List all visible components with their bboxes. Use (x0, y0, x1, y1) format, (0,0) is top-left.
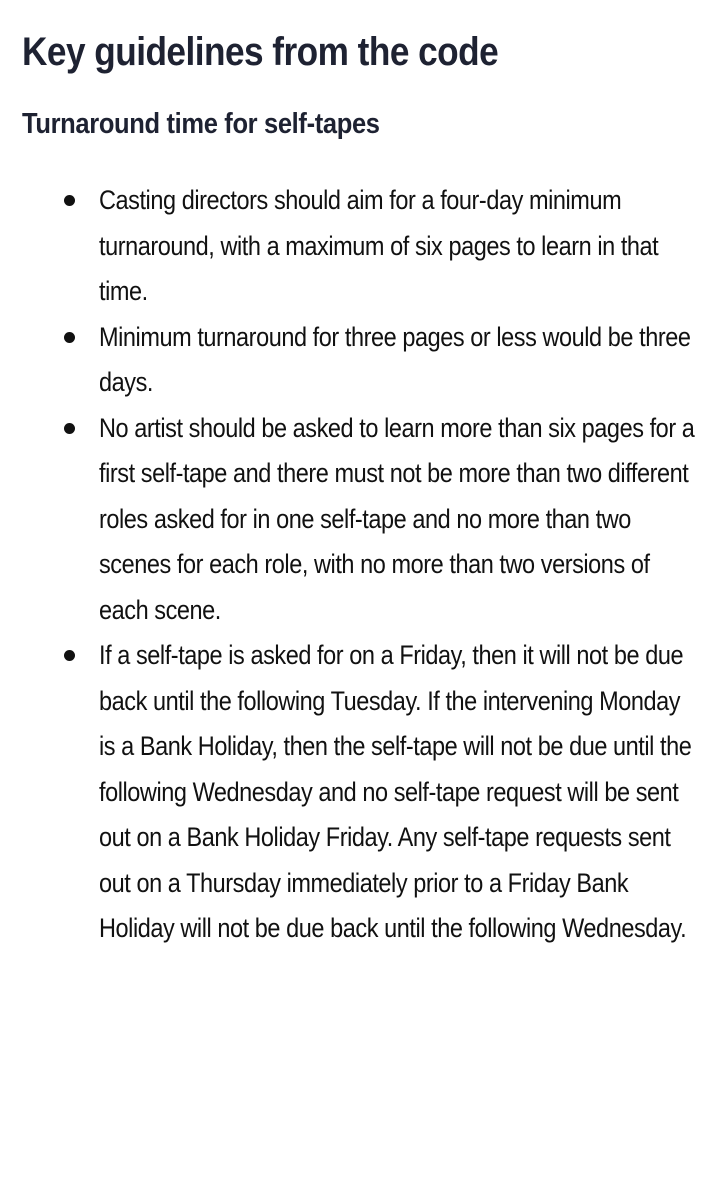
section-subheading: Turnaround time for self-tapes (22, 108, 380, 140)
bullet-dot-icon (64, 650, 75, 661)
list-item (22, 406, 728, 634)
list-item (22, 633, 728, 952)
bullet-dot-icon (64, 195, 75, 206)
list-item-text: If a self-tape is asked for on a Friday, then it will not be due back until the following Tuesday. If the intervening Monday is a Bank Holiday, then the self-tape will not be due until the following Wednesday and no self-tape request will be sent out on a Bank Holiday Friday. Any self-tape requests sent out on a Thursday immediately prior to a Friday Bank Holiday will not be due back until the following Wednesday. (99, 640, 692, 943)
list-item (22, 178, 728, 315)
list-item (22, 315, 728, 406)
bullet-dot-icon (64, 423, 75, 434)
guidelines-list (22, 178, 728, 952)
list-item-text: Casting directors should aim for a four-day minimum turnaround, with a maximum of six pages to learn in that time. (99, 185, 659, 306)
list-item-text: Minimum turnaround for three pages or less would be three days. (99, 321, 691, 397)
list-item-text: No artist should be asked to learn more than six pages for a first self-tape and there must not be more than two different roles asked for in one self-tape and no more than two scenes for each role, with no more than two versions of each scene. (99, 412, 695, 625)
bullet-dot-icon (64, 332, 75, 343)
page-heading: Key guidelines from the code (22, 30, 499, 74)
